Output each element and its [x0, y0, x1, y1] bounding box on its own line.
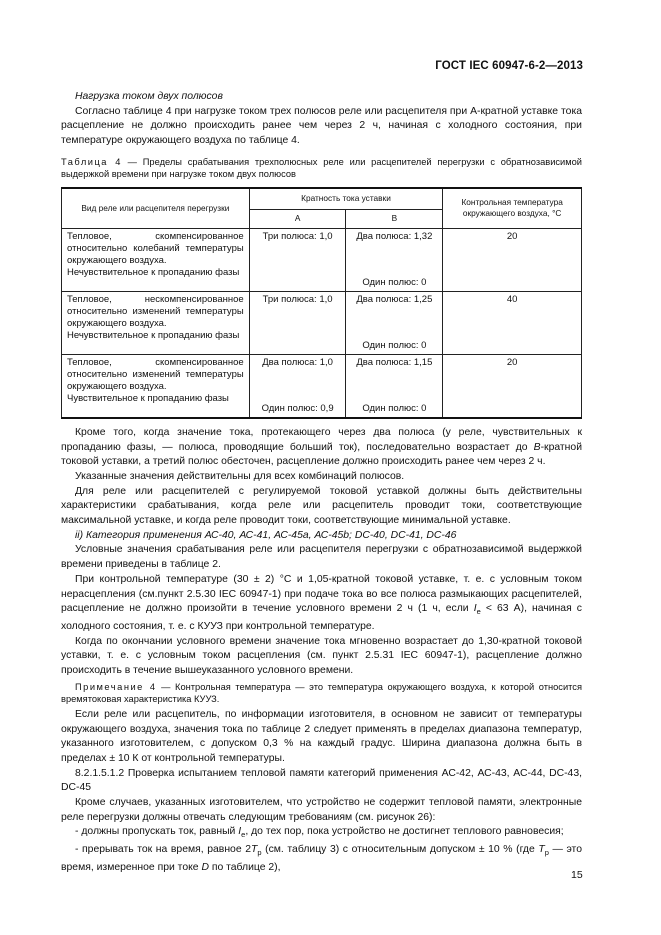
row-a-main: Три полюса: 1,0: [262, 230, 333, 242]
row-b-main: Два полюса: 1,15: [356, 356, 433, 368]
clause-heading: 8.2.1.5.1.2 Проверка испытанием тепловой памяти категорий применения АС-42, АС-43, АС-44, DC-43, DC-45: [61, 767, 582, 794]
row-type: [62, 228, 250, 291]
page-number: 15: [571, 869, 583, 881]
text-run: B: [533, 441, 541, 453]
row-type-main: Тепловое, нескомпенсированное относительно изменений температуры окружающего воздуха.: [67, 293, 244, 329]
row-a-main: Два полюса: 1,0: [262, 356, 333, 368]
text-run: T: [538, 844, 545, 856]
text-run: D: [201, 862, 209, 874]
paragraph: Кроме случаев, указанных изготовителем, что устройство не содержит тепловой памяти, электронные реле перегрузки должны отвечать следующим требованиям (см. рисунок 26):: [61, 797, 582, 823]
standard-header: ГОСТ IEC 60947-6-2—2013: [435, 60, 583, 72]
row-b: [346, 354, 443, 418]
text-run: I: [473, 603, 477, 615]
text-run: -кратной токовой уставки, а третий полюс обесточен, расцепление должно происходить ранее чем через 2 ч.: [61, 441, 582, 468]
row-a: [249, 354, 346, 418]
subsection-heading: ii) Категория применения АС-40, АС-41, АС-45а, АС-45b; DC-40, DC-41, DC-46: [75, 529, 457, 541]
row-b: [346, 291, 443, 354]
text-run: (см. таблицу 3) с относительным допуском ± 10 % (где: [261, 844, 539, 856]
row-type-main: Тепловое, скомпенсированное относительно колебаний температуры окружающего воздуха.: [67, 230, 244, 266]
paragraph: Для реле или расцепителей с регулируемой токовой уставкой должны быть действительны характеристики срабатывания, когда реле или расцепитель проводит токи, соответствующие максимальной уставке, и когда реле проводит токи, соответствующие минимальной уставке.: [61, 485, 582, 527]
paragraph: Указанные значения действительны для всех комбинаций полюсов.: [75, 470, 405, 482]
row-type-sub: Нечувствительное к пропаданию фазы: [67, 266, 240, 278]
header-temp: Контрольная температура окружающего воздуха, °С: [443, 188, 582, 229]
row-a: [249, 228, 346, 291]
row-temp: 20: [443, 228, 582, 291]
table-caption: [61, 156, 582, 181]
row-temp: 20: [443, 354, 582, 418]
paragraph: Когда по окончании условного времени значение тока мгновенно возрастает до 1,30-кратной токовой уставки, т. е. с условным током расцепления (см. пункт 2.5.31 IEC 60947-1), расцепление должно происходить в течение вышеуказанного условного времени.: [61, 635, 582, 677]
row-a-main: Три полюса: 1,0: [262, 293, 333, 305]
list-item: [61, 843, 582, 875]
list-item: [61, 825, 582, 843]
row-b-main: Два полюса: 1,25: [356, 293, 433, 305]
limits-table: [61, 187, 582, 419]
section-title: Нагрузка током двух полюсов: [75, 91, 223, 102]
row-type: [62, 291, 250, 354]
text-run: Кроме того, когда значение тока, протекающего через два полюса (у реле, чувствительных к пропаданию фазы, — полюса, проводящие больший ток), последовательно возрастает до: [61, 426, 582, 453]
text-run: p: [257, 848, 262, 858]
text-run: При контрольной температуре (30 ± 2) °С и 1,05-кратной токовой уставке, т. е. с условным током нерасцепления (см.пункт 2.5.30 IEC 60947-1) при подаче тока во все полюса размыкающих расцепителей, расцепление не должно произойти в течение условного времени 2 ч (1 ч, если: [61, 573, 582, 615]
table-caption-label: Таблица 4: [61, 156, 122, 167]
text-run: e: [241, 830, 246, 840]
note-label: Примечание 4: [75, 681, 157, 692]
row-type: [62, 354, 250, 418]
row-b-sub: Один полюс: 0: [362, 339, 427, 351]
intro-paragraph: Согласно таблице 4 при нагрузке током трех полюсов реле или расцепителя при А-кратной уставке тока расцепление не должно происходить ранее чем через 2 ч, начиная с холодного состояния, при температуре окружающего воздуха по таблице 4.: [61, 105, 582, 147]
text-run: T: [251, 844, 258, 856]
row-type-main: Тепловое, скомпенсированное относительно изменений температуры окружающего воздуха.: [67, 356, 244, 392]
row-b-main: Два полюса: 1,32: [356, 230, 433, 242]
paragraph: Условные значения срабатывания реле или расцепителя перегрузки с обратнозависимой выдержкой времени приведены в таблице 2.: [61, 544, 582, 571]
paragraph: [61, 573, 582, 635]
row-a-sub: Один полюс: 0,9: [261, 402, 334, 414]
row-type-sub: Нечувствительное к пропаданию фазы: [67, 329, 240, 341]
header-type: Вид реле или расцепителя перегрузки: [62, 188, 250, 229]
row-b-sub: Один полюс: 0: [362, 402, 427, 414]
paragraph: Если реле или расцепитель, по информации изготовителя, в основном не зависит от температуры окружающего воздуха, значения тока по таблице 2 следует применять в пределах диапазона температур, указанного изготовителем, с допуском 0,3 % на каждый градус. Ширина диапазона должна быть в пределах ± 10 К от контрольной температуры.: [61, 708, 582, 764]
text-run: , до тех пор, пока устройство не достигнет теплового равновесия;: [245, 826, 564, 838]
header-multiple: Кратность тока уставки: [249, 188, 443, 210]
row-type-sub: Чувствительное к пропаданию фазы: [67, 392, 229, 404]
text-run: — это время, измеренное при токе: [61, 844, 582, 874]
row-a: [249, 291, 346, 354]
table-row: [62, 354, 582, 418]
text-run: < 63 А), начиная с холодного состояния, т. е. с КУУЗ при контрольной температуре.: [61, 603, 582, 633]
text-run: - прерывать ток на время, равное 2: [75, 844, 251, 856]
table-row: [62, 291, 582, 354]
row-temp: 40: [443, 291, 582, 354]
note-text: — Контрольная температура — это температура окружающего воздуха, к которой относится времятоковая характеристика КУУЗ.: [61, 681, 582, 705]
row-b: [346, 228, 443, 291]
table-row: [62, 228, 582, 291]
paragraph: [61, 426, 582, 470]
text-run: - должны пропускать ток, равный: [75, 826, 239, 838]
header-b: В: [346, 209, 443, 228]
table-header-row: [62, 188, 582, 210]
text-run: e: [476, 607, 481, 617]
text-run: I: [238, 826, 242, 838]
text-run: по таблице 2),: [208, 862, 281, 874]
header-a: А: [249, 209, 346, 228]
row-b-sub: Один полюс: 0: [362, 276, 427, 288]
note: [61, 681, 582, 706]
page-body: [61, 90, 582, 876]
table-caption-text: — Пределы срабатывания трехполюсных реле или расцепителей перегрузки с обратнозависимой выдержкой времени при нагрузке током двух полюсов: [61, 156, 582, 180]
text-run: p: [544, 848, 549, 858]
